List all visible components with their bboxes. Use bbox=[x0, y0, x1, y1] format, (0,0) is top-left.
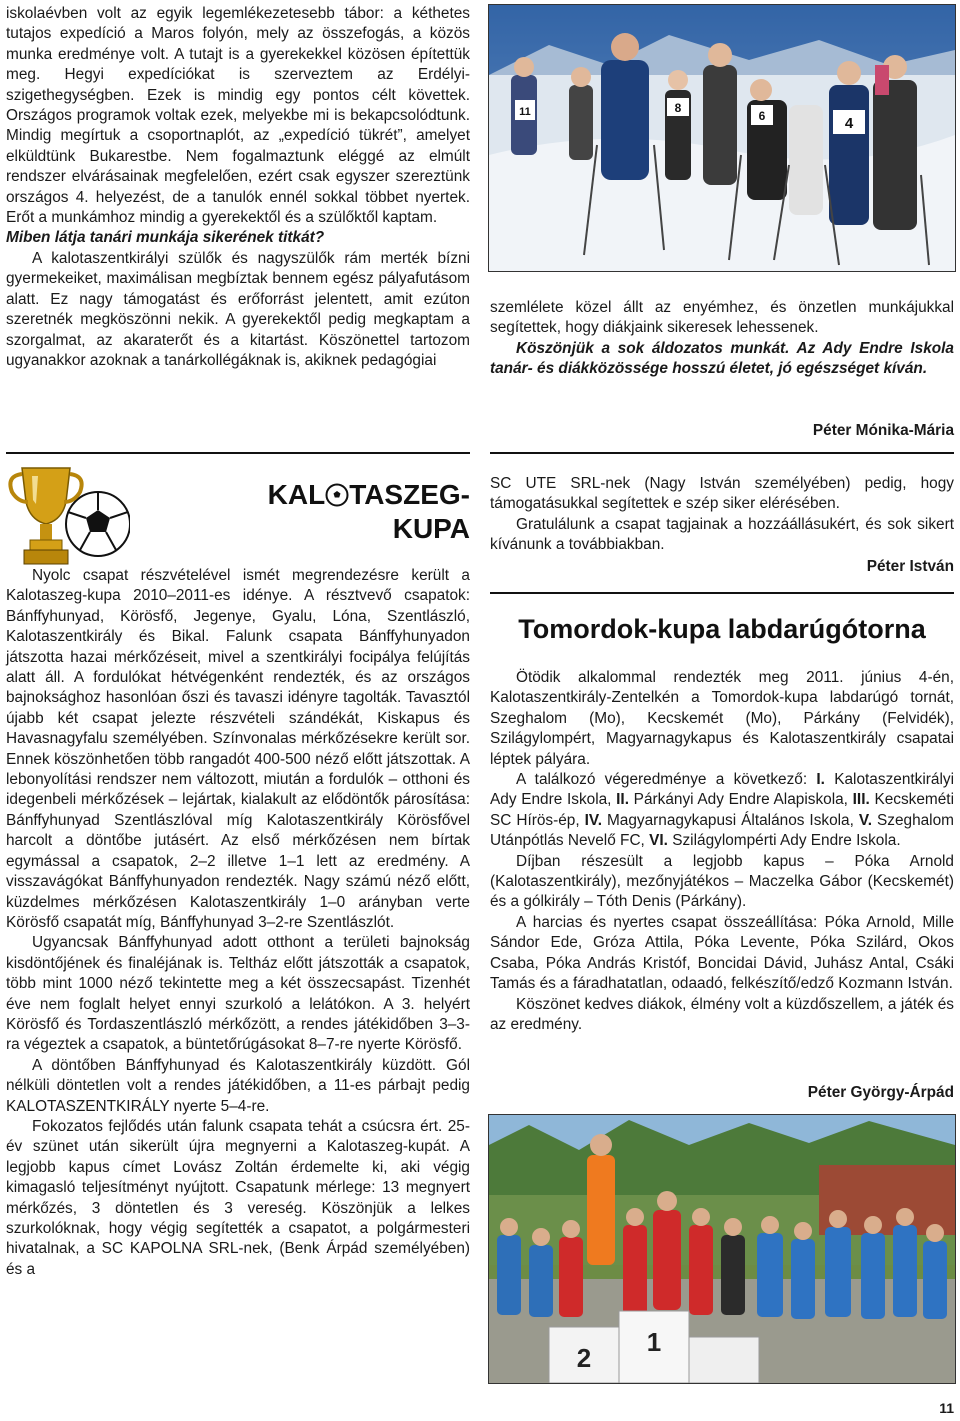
title-part-2: TASZEG- bbox=[349, 479, 470, 510]
signature-peter-istvan: Péter István bbox=[866, 558, 954, 575]
kalotaszeg-paragraph-5: Gratulálunk a csapat tagjainak a hozzáállásukért, és sok sikert kívánunk a továbbiakban. bbox=[490, 515, 954, 554]
title-line-2: KUPA bbox=[392, 513, 470, 544]
rank-6-team: Szilágylompérti Ady Endre Iskola. bbox=[667, 832, 901, 850]
tomordok-paragraph-4: A harcias és nyertes csapat összeállítása: Póka Arnold, Mille Sándor Ede, Gróza Attila, Póka Levente, Póka Szilárd, Okos Csaba, Póka András Kristóf, Boncidai Dávid, Juhász Antal, Csáki Tamás és a fáradhatatlan, odaadó, felkészítő/edző Kozmann István. bbox=[490, 913, 954, 993]
kalotaszeg-kupa-title bbox=[255, 478, 470, 546]
signature-peter-monika-maria: Péter Mónika-Mária bbox=[812, 422, 954, 439]
tomordok-paragraph-5: Köszönet kedves diákok, élmény volt a küzdőszellem, a játék és az eredmény. bbox=[490, 995, 954, 1033]
kalotaszeg-continued-text: SC UTE SRL-nek (Nagy István személyében) pedig, hogy támogatásukkal segítettek e szép siker elérésében. bbox=[490, 475, 954, 513]
interview-paragraph-1: iskolaévben volt az egyik legemlékezetesebb tábor: a kéthetes tutajos expedíció a Maros folyón, mely az összefogás, a közös munka eredménye volt. A tutajt is a gyerekekkel közösen építettük meg. Hegyi expedíciókat is szerveztem az Erdélyi-szigethegységben. Ezek is mindig egy pontos célt követtek. Országos programok voltak ezek, melyekbe mi is bekapcsolódtunk. Mindig megírtuk a csoportnaplót, az „expedíció tükrét”, amelyet elküldtünk Bukarestbe. Nem fogalmaztunk eléggé az elmúlt rendszer elvárásainak megfelelően, ezért csak egyszer szereztünk országos 4. helyezést, de a tanulók ennél sokkal többet nyertek. Erőt a munkámhoz mindig a gyerekektől és a szülőktől kaptam. bbox=[6, 5, 470, 227]
top-left-column bbox=[6, 4, 470, 371]
kalotaszeg-paragraph-2: Ugyancsak Bánffyhunyad adott otthont a területi bajnokság kisdöntőjének és finaléjának is. Teltház előtt játszották a csapatok, több mint 1000 néző tekintette meg a két összecsapást. Tizenhét éve nem foglalt helyet ennyi szurkoló a lelátókon. A 3. helyért Körösfő és Tordaszentlászló mérkőzött, a rendes játékidőben 3–3-ra végeztek a csapatok, a büntetőrúgásokat 8–7-re nyerte Körösfő. bbox=[6, 934, 470, 1054]
rank-6: VI. bbox=[649, 832, 668, 850]
soccer-ball-icon bbox=[325, 483, 349, 507]
skiers-photo bbox=[488, 4, 956, 272]
kalotaszeg-paragraph-3: A döntőben Bánffyhunyad és Kalotaszentkirály küzdött. Gól nélküli döntetlen volt a rendes játékidőben, a 11-es párbajt pedig KALOTASZENTKIRÁLY nyerte 5–4-re. bbox=[6, 1056, 470, 1115]
podium-step-label: 2 bbox=[576, 1343, 592, 1373]
interview-question: Miben látja tanári munkája sikerének titkát? bbox=[6, 229, 325, 247]
tomordok-paragraph-3: Díjban részesült a legjobb kapus – Póka Arnold (Kalotaszentkirály), mezőnyjátékos – Maczelka Gábor (Kecskemét) és a gólkirály – Tóth Denis (Párkány). bbox=[490, 852, 954, 911]
rank-1: I. bbox=[816, 771, 825, 789]
signature-peter-gyorgy-arpad: Péter György-Árpád bbox=[807, 1084, 954, 1101]
title-line-1 bbox=[255, 478, 470, 512]
rank-2: II. bbox=[616, 791, 629, 809]
tomordok-title: Tomordok-kupa labdarúgótorna bbox=[518, 614, 926, 644]
bib-number: 11 bbox=[519, 106, 531, 118]
section-divider-right bbox=[490, 452, 954, 454]
tomordok-results bbox=[490, 770, 954, 852]
kalotaszeg-article bbox=[6, 566, 470, 1280]
kalotaszeg-continuation bbox=[490, 474, 954, 556]
interview-paragraph-2: A kalotaszentkirályi szülők és nagyszülők rám merték bízni gyermekeiket, maximálisan megbíztak bennem egész pályafutásom alatt. Ez nagy támogatást és erőforrást jelentett, amit ezúton szeretnék megköszönni nekik. A gyerekektől pedig megkaptam a szorgalmat, az akaraterőt és a kitartást. Köszönettel tartozom ugyanakkor azoknak a tanárkollégáknak is, akiknek pedagógiai bbox=[6, 249, 470, 369]
interview-closing-paragraph: szemlélete közel állt az enyémhez, és önzetlen munkájukkal segítettek, hogy diákjaink sikeresek lehessenek. bbox=[490, 299, 954, 337]
bib-number: 6 bbox=[758, 109, 766, 123]
bib-number: 4 bbox=[844, 115, 854, 132]
trophy-ball-icon bbox=[4, 462, 130, 570]
rank-5: V. bbox=[858, 811, 873, 829]
rank-3: III. bbox=[852, 791, 870, 809]
tomordok-divider bbox=[490, 592, 954, 594]
kalotaszeg-paragraph-1: Nyolc csapat részvételével ismét megrendezésre került a Kalotaszeg-kupa 2010–2011-es idénye. A résztvevő csapatok: Bánffyhunyad, Körösfő, Jegenye, Gyalu, Lóna, Szentlászló, Kalotaszentkirály és Bikal. Falunk csapata Bánffyhunyadon játszotta hazai mérkőzéseit, mivel a szentkirályi focipálya felújítás alatt áll. A fordulókat hétvégenként rendezték, és az országos bajnoksághoz hasonlóan őszi és tavaszi idényre tagolták. Tavasztól újabb két csapat jelezte részvételi szándékát, Kiskapus és Havasnagyfalu személyében. Színvonalas mérkőzésekre került sor. Ennek köszönhetően több rangadót 400-500 néző előtt játszottak. A lebonyolítási rendszer nem változott, miután a fordulók – otthoni és idegenbeli mérkőzések – lejártak, kialakult az elődöntők párosítása: Bánffyhunyad Szentlászlóval míg Kalotaszentkirály Körösfővel harcolt a döntőbe jutásért. Az első mérkőzésen nem bírtak egymással a csapatok, 2–2 illetve 1–1 lett az eredmény. A visszavágókat Bánffyhunyadon rendezték. Nagy számú néző előtt, küzdelmes mérkőzésen Kalotaszentkirály 1–0 arányban verte Körösfő csapatát míg, Bánffyhunyad 3–2-re Szentlászlót. bbox=[6, 567, 470, 931]
rank-3-team: Kecskeméti SC Hírös-ép, bbox=[490, 791, 955, 829]
title-part-1: KAL bbox=[267, 479, 326, 510]
podium-step-label: 1 bbox=[646, 1327, 662, 1357]
podium-photo bbox=[488, 1114, 956, 1384]
rank-2-team: Párkányi Ady Endre Alapiskola, bbox=[628, 791, 853, 809]
top-right-column bbox=[490, 298, 954, 380]
rank-1-team: Kalotaszentkirályi Ady Endre Iskola, bbox=[490, 771, 954, 809]
results-intro: A találkozó végeredménye a következő: bbox=[516, 771, 817, 789]
rank-4: IV. bbox=[584, 811, 603, 829]
bib-number: 8 bbox=[674, 101, 682, 115]
kalotaszeg-paragraph-4: Fokozatos fejlődés után falunk csapata tehát a csúcsra ért. 25-év szünet után sikerült újra megnyerni a Kalotaszeg-kupát. A legjobb kapus címet Lovász Zoltán érdemelte ki, aki végig kimagasló teljesítményt nyújtott. Csapatunk mérlege: 13 megnyert mérkőzés, 3 döntetlen és 3 vereség. Köszönjük a lelkes szurkolóknak, hogy végig segítették a csapatot, a polgármesteri hivatalnak, a SC KAPOLNA SRL-nek, (Benk Árpád személyében) és a bbox=[6, 1117, 470, 1278]
page-number: 11 bbox=[939, 1400, 954, 1416]
rank-5-team: Szeghalom Utánpótlás Nevelő FC, bbox=[490, 811, 954, 850]
rank-4-team: Magyarnagykapusi Általános Iskola, bbox=[602, 811, 859, 829]
section-divider-left bbox=[6, 452, 470, 454]
tomordok-paragraph-1: Ötödik alkalommal rendezték meg 2011. június 4-én, Kalotaszentkirály-Zentelkén a Tomordok-kupa labdarúgó tornát, Szeghalom (Mo), Kecskemét (Mo), Párkány (Felvidék), Szilágylompért, Magyarnagykapus és Kalotaszentkirály csapatai léptek pályára. bbox=[490, 669, 954, 768]
tomordok-article bbox=[490, 668, 954, 1035]
thanks-paragraph: Köszönjük a sok áldozatos munkát. Az Ady Endre Iskola tanár- és diákközössége hosszú életet, jó egészséget kíván. bbox=[490, 339, 954, 378]
